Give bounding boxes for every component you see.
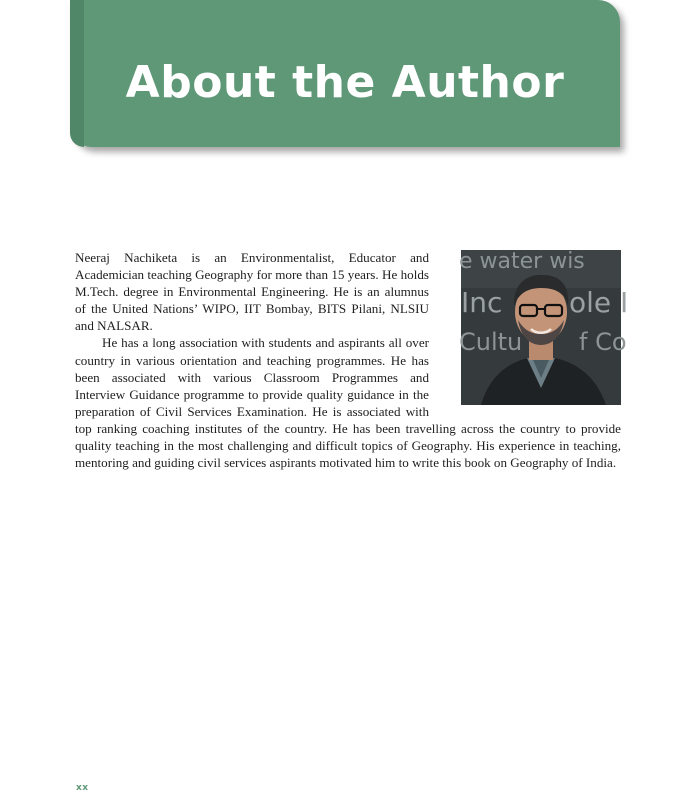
biography-paragraph-1: Neeraj Nachiketa is an Environmentalist, Educator and Academician teaching Geography for more than 15 years. He holds M.Tech. degree in Environmental Engineering. He is an alumnus of the United Nations’ WIPO, IIT Bombay, BITS Pilani, NLSIU and NALSAR.: [75, 250, 429, 334]
photo-banner-text-4: Cultu: [459, 328, 523, 356]
author-photo: [459, 249, 629, 405]
page-title: About the Author: [125, 57, 565, 108]
biography-paragraph-2: He has a long association with students and aspirants all over country in various orientation and teaching programmes. He has been associated with various Classroom Programmes and Interview Guidance programme to provide quality guidance in the preparation of Civil Services Examination. He is associated with top ranking coaching institutes of the country. He has been travelling across the country to provide quality teaching in the most challenging and difficult topics of Geography. His experience in teaching, mentoring and guiding civil services aspirants motivated him to write this book on Geography of India.: [75, 335, 621, 471]
photo-banner-text-2: Inc: [461, 286, 503, 319]
author-biography: [75, 249, 629, 471]
photo-banner-text-5: f Co: [579, 328, 627, 356]
photo-banner-text-1: e water wis: [459, 249, 585, 274]
page-number: xx: [76, 783, 89, 793]
photo-banner-text-3: ole I: [569, 286, 629, 319]
